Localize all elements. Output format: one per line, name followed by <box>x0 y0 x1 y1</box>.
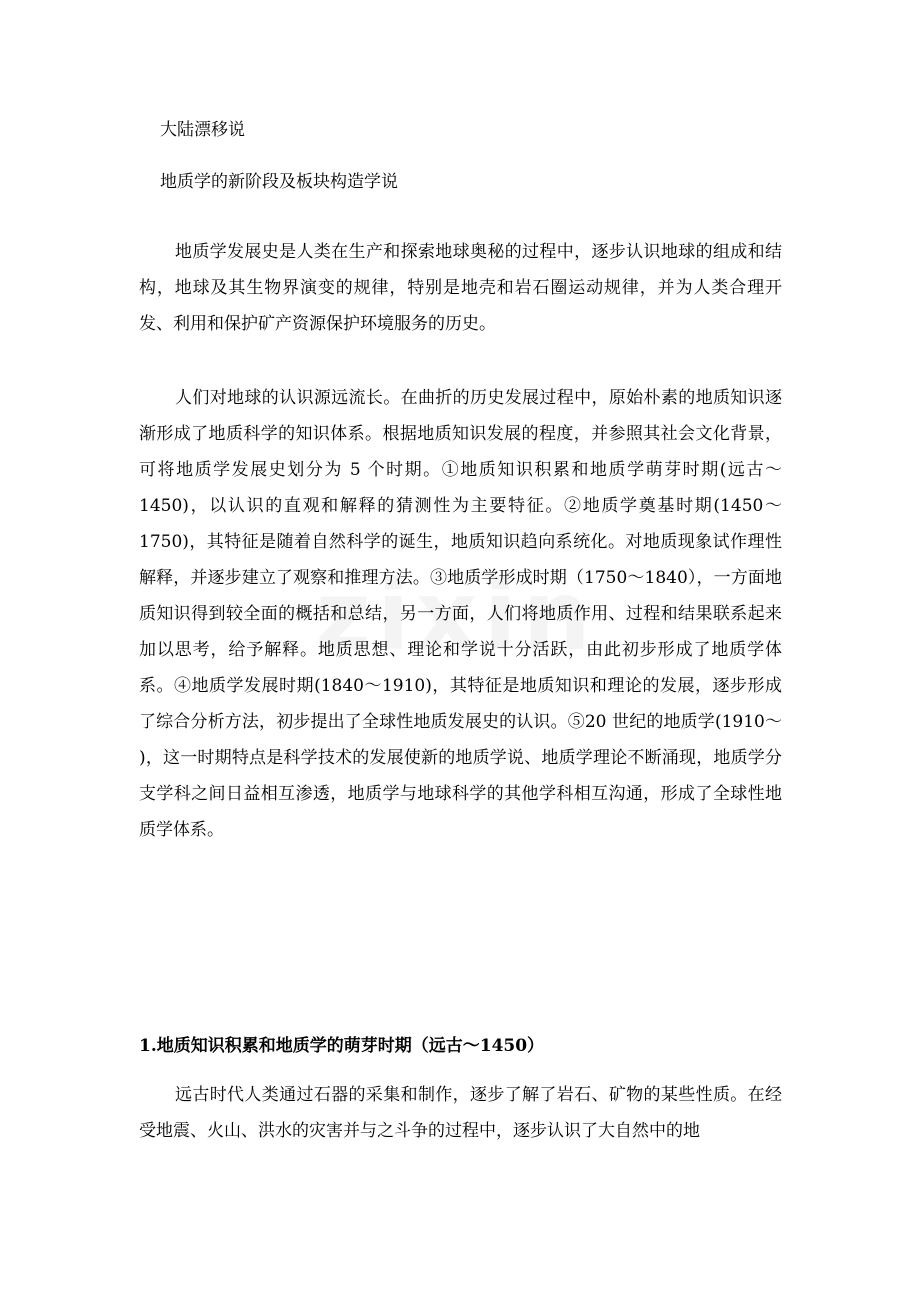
paragraph-introduction: 地质学发展史是人类在生产和探索地球奥秘的过程中，逐步认识地球的组成和结构，地球及其生物界演变的规律，特别是地壳和岩石圈运动规律，并为人类合理开发、利用和保护矿产资源保护环境服务的历史。 <box>139 242 782 334</box>
paragraph-five-periods: 人们对地球的认识源远流长。在曲折的历史发展过程中，原始朴素的地质知识逐渐形成了地质科学的知识体系。根据地质知识发展的程度，并参照其社会文化背景，可将地质学发展史划分为 5 个时期。①地质知识积累和地质学萌芽时期(远古～1450)，以认识的直观和解释的猜测性为主要特征。②地质学奠基时期(1450～1750)，其特征是随着自然科学的诞生，地质知识趋向系统化。对地质现象试作理性解释，并逐步建立了观察和推理方法。③地质学形成时期（1750～1840），一方面地质知识得到较全面的概括和总结，另一方面，人们将地质作用、过程和结果联系起来加以思考，给予解释。地质思想、理论和学说十分活跃，由此初步形成了地质学体系。④地质学发展时期(1840～1910)，其特征是地质知识和理论的发展，逐步形成了综合分析方法，初步提出了全球性地质发展史的认识。⑤20 世纪的地质学(1910～ )，这一时期特点是科学技术的发展使新的地质学说、地质学理论不断涌现，地质学分支学科之间日益相互渗透，地质学与地球科学的其他学科相互沟通，形成了全球性地质学体系。 <box>139 388 805 840</box>
toc-entry-continental-drift: 大陆漂移说 <box>160 120 245 140</box>
paragraph-ancient-times: 远古时代人类通过石器的采集和制作，逐步了解了岩石、矿物的某些性质。在经受地震、火山、洪水的灾害并与之斗争的过程中，逐步认识了大自然中的地 <box>139 1085 782 1141</box>
section-heading-period-1: 1.地质知识积累和地质学的萌芽时期（远古～1450） <box>139 1036 545 1056</box>
toc-entry-plate-tectonics: 地质学的新阶段及板块构造学说 <box>160 172 398 192</box>
